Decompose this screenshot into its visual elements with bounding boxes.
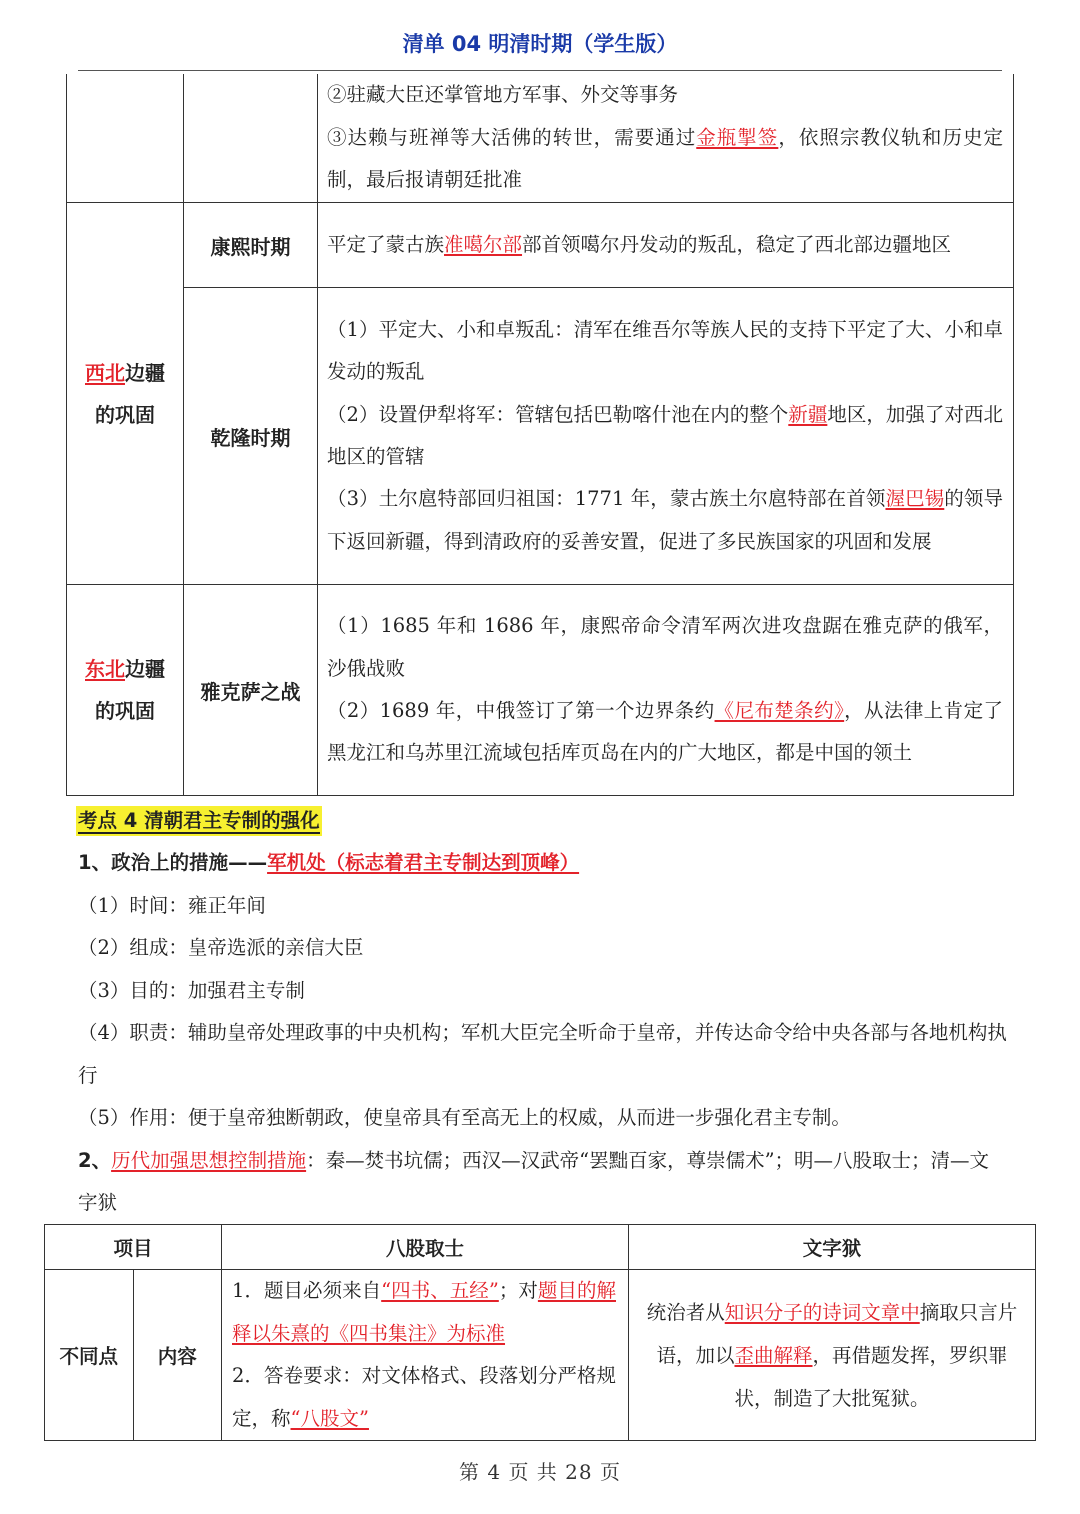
paragraph: （1）1685 年和 1686 年，康熙帝命令清军两次进攻盘踞在雅克萨的俄军，沙俄战败 xyxy=(327,614,1003,680)
table-row-kangxi xyxy=(67,203,1014,288)
paragraph xyxy=(232,1270,616,1355)
highlight-zhungeer: 准噶尔部 xyxy=(444,232,523,256)
kaodian-4-title-text: 考点 4 清朝君主专制的强化 xyxy=(78,809,320,832)
label-text: 边疆 xyxy=(125,657,165,681)
frontier-table xyxy=(66,74,1014,796)
highlight-waiqu: 歪曲解释 xyxy=(734,1343,813,1367)
highlight-sishu-wujing: “四书、五经” xyxy=(381,1279,499,1302)
text: （2）设置伊犁将军：管辖包括巴勒喀什池在内的整个 xyxy=(327,402,789,426)
text: ，依照宗教仪轨和历史定制，最后报请朝廷批准 xyxy=(327,125,1003,192)
period-qianlong: 乾隆时期 xyxy=(184,288,318,585)
sub-item: （2）组成：皇帝选派的亲信大臣 xyxy=(78,936,364,959)
highlight-wobaxi: 渥巴锡 xyxy=(885,487,945,511)
sub-item: （3）目的：加强君主专制 xyxy=(78,978,305,1002)
header-bagu: 八股取士 xyxy=(222,1225,629,1270)
highlight-sishu-jizhu: 题目的解释以朱熹的《四书集注》为标准 xyxy=(232,1279,616,1345)
text: （2）1689 年，中俄签订了第一个边界条约 xyxy=(327,699,715,722)
tibet-line-3 xyxy=(327,117,1003,202)
tibet-line-2: ②驻藏大臣还掌管地方军事、外交等事务 xyxy=(327,83,679,107)
label-text: 的巩固 xyxy=(95,699,155,723)
paragraph xyxy=(232,1355,616,1440)
highlight-baguwen: “八股文” xyxy=(290,1406,369,1430)
header-xiangmu: 项目 xyxy=(45,1225,222,1270)
event-yakesa: 雅克萨之战 xyxy=(184,585,318,796)
cell-wenziyu-content xyxy=(629,1270,1036,1441)
northeast-label xyxy=(67,585,184,796)
text: 统治者从 xyxy=(646,1300,725,1324)
text: 平定了蒙古族 xyxy=(327,232,445,256)
item-2 xyxy=(78,1140,1008,1225)
row-label-neirong: 内容 xyxy=(133,1270,222,1441)
sub-item: （1）时间：雍正年间 xyxy=(78,893,266,917)
header-wenziyu: 文字狱 xyxy=(629,1225,1036,1270)
header-divider xyxy=(78,70,1002,71)
paragraph xyxy=(327,394,1003,479)
highlight-nibuchu: 《尼布楚条约》 xyxy=(714,699,845,722)
table-row-tibet xyxy=(67,74,1014,203)
kaodian-4-body xyxy=(78,842,1008,1225)
table-header-row xyxy=(45,1225,1036,1270)
text: 2．答卷要求：对文体格式、段落划分严格规定，称 xyxy=(232,1364,616,1430)
period-kangxi: 康熙时期 xyxy=(184,203,318,288)
northwest-label xyxy=(67,203,184,585)
cell-kangxi-content xyxy=(318,203,1014,288)
cell-bagu-content xyxy=(222,1270,629,1441)
highlight-zhishifenzi: 知识分子的诗词文章中 xyxy=(724,1300,920,1324)
cell-qianlong-content xyxy=(318,288,1014,585)
text: ：秦—焚书坑儒；西汉—汉武帝“罢黜百家，尊崇儒术”；明—八股取士；清—文字狱 xyxy=(78,1148,990,1214)
highlight-jinpingchegian: 金瓶掣签 xyxy=(696,125,779,149)
highlight-xinjiang: 新疆 xyxy=(788,402,828,426)
row-label-butongdian: 不同点 xyxy=(45,1270,134,1441)
page-header-title: 清单 04 明清时期（学生版） xyxy=(402,32,678,56)
paragraph xyxy=(327,690,1003,775)
item-2-number: 2、 xyxy=(78,1148,112,1172)
comparison-table xyxy=(44,1224,1036,1441)
sub-item: （4）职责：辅助皇帝处理政事的中央机构；军机大臣完全听命于皇帝，并传达命令给中央各部与各地机构执行 xyxy=(78,1021,1007,1087)
text: 部首领噶尔丹发动的叛乱，稳定了西北部边疆地区 xyxy=(522,232,952,256)
item-1 xyxy=(78,842,1008,885)
text: ，再借题发挥，罗织罪状，制造了大批冤狱。 xyxy=(734,1343,1008,1410)
table-row-yakesa xyxy=(67,585,1014,796)
cell-empty xyxy=(184,74,318,203)
text: 1．题目必须来自 xyxy=(232,1279,382,1302)
text: 的领导下返回新疆，得到清政府的妥善安置，促进了多民族国家的巩固和发展 xyxy=(327,487,1003,553)
label-text: 的巩固 xyxy=(95,402,155,427)
text: 地区，加强了对西北地区的管辖 xyxy=(327,402,1003,468)
cell-empty xyxy=(67,74,184,203)
table-row-qianlong xyxy=(67,288,1014,585)
table-row-content xyxy=(45,1270,1036,1441)
cell-yakesa-content xyxy=(318,585,1014,796)
text: ；对 xyxy=(498,1279,538,1302)
text: ，从法律上肯定了黑龙江和乌苏里江流域包括库页岛在内的广大地区，都是中国的领土 xyxy=(327,699,1003,765)
kaodian-4-title xyxy=(76,806,322,836)
paragraph: （1）平定大、小和卓叛乱：清军在维吾尔等族人民的支持下平定了大、小和卓发动的叛乱 xyxy=(327,317,1003,384)
item-1-label: 1、政治上的措施—— xyxy=(78,851,268,874)
paragraph xyxy=(327,478,1003,563)
label-red-xibei: 西北 xyxy=(85,360,125,385)
cell-tibet-content xyxy=(318,74,1014,203)
text: 摘取只言片语，加以 xyxy=(656,1300,1018,1367)
sub-item: （5）作用：便于皇帝独断朝政，使皇帝具有至高无上的权威，从而进一步强化君主专制。 xyxy=(78,1106,851,1129)
text: （3）土尔扈特部回归祖国：1771 年，蒙古族土尔扈特部在首领 xyxy=(327,487,886,511)
text: ③达赖与班禅等大活佛的转世，需要通过 xyxy=(327,125,697,149)
page-footer: 第 4 页 共 28 页 xyxy=(459,1460,621,1484)
highlight-junjichu: 军机处（标志着君主专制达到顶峰） xyxy=(267,851,580,874)
label-text: 边疆 xyxy=(125,360,165,385)
label-red-dongbei: 东北 xyxy=(85,657,125,681)
highlight-sixiang: 历代加强思想控制措施 xyxy=(111,1148,307,1172)
